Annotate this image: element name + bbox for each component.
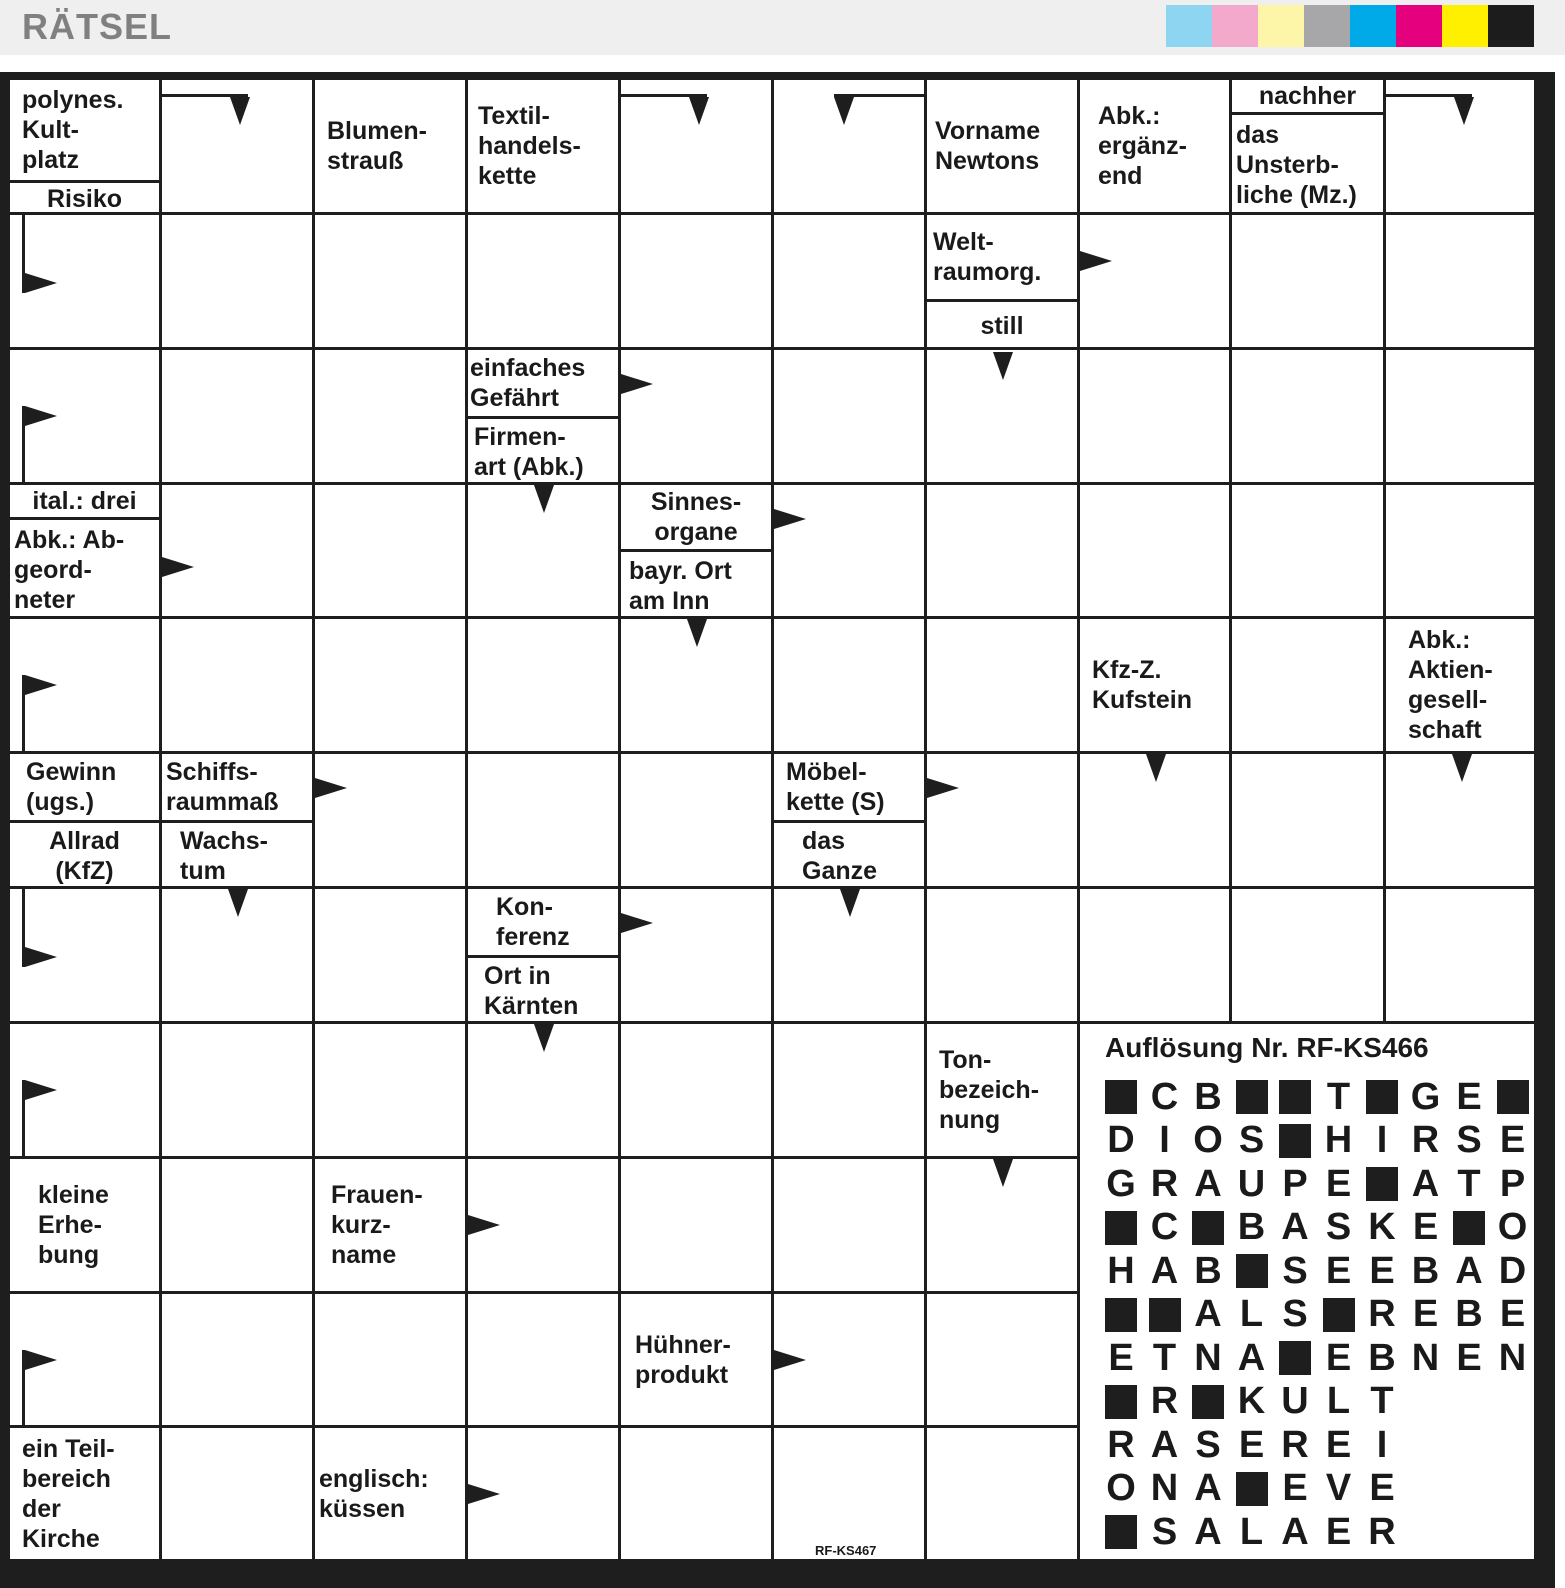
right-arrow-icon [315,778,347,798]
solution-letter: A [1281,1510,1309,1553]
grid-cell[interactable] [1386,889,1534,1021]
solution-letter: L [1239,1510,1264,1553]
down-arrow-icon [1454,97,1474,125]
solution-letter: O [1497,1206,1528,1248]
grid-cell[interactable] [774,1159,924,1291]
solution-letter: B [1194,1249,1222,1292]
solution-block [1101,1208,1141,1248]
clue-schiffsraummass: Schiffs- raummaß [166,758,279,816]
clue-wachstum: Wachs- tum [162,820,312,886]
solution-letter: R [1150,1162,1179,1205]
grid-cell[interactable] [468,1024,618,1156]
clue-abk-aktiengesellschaft: Abk.: Aktien- gesell- schaft [1408,626,1493,744]
grid-cell[interactable] [315,485,465,616]
solution-letter: L [1239,1293,1264,1335]
solution-letter: G [1106,1162,1136,1205]
grid-cell[interactable] [468,619,618,751]
grid-cell[interactable] [774,485,924,616]
grid-cell[interactable] [468,1428,618,1559]
clue-weltraumorg: Welt- raumorg. [933,228,1042,286]
grid-cell[interactable] [621,754,771,886]
grid-cell[interactable] [468,485,618,616]
grid-cell[interactable] [10,485,159,616]
swatch-magenta [1396,5,1442,47]
grid-cell[interactable] [1080,889,1229,1021]
grid-cell[interactable] [1080,619,1229,751]
solution-block [1362,1164,1402,1204]
grid-cell[interactable] [315,215,465,347]
solution-row [1105,1077,1525,1117]
solution-block [1275,1077,1315,1117]
grid-cell[interactable] [315,1294,465,1425]
solution-letter: A [1194,1162,1222,1205]
solution-block [1188,1208,1228,1248]
grid-cell[interactable] [774,1428,924,1559]
solution-letter: A [1194,1293,1222,1335]
grid-cell[interactable] [927,350,1077,482]
grid-cell[interactable] [315,619,465,751]
down-arrow-icon [687,619,707,647]
grid-cell[interactable] [621,1428,771,1559]
grid-cell[interactable] [774,215,924,347]
grid-cell[interactable] [10,1428,159,1559]
clue-nachher: nachher [1258,82,1357,110]
solution-letter: N [1411,1336,1440,1379]
right-arrow-icon [774,509,806,529]
solution-block [1101,1077,1141,1117]
solution-letter: A [1194,1467,1222,1509]
solution-block [1449,1208,1489,1248]
solution-title: Auflösung Nr. RF-KS466 [1105,1032,1429,1063]
grid-cell[interactable] [1080,80,1229,212]
down-arrow-icon [534,485,554,513]
puzzle-code: RF-KS467 [815,1543,877,1558]
grid-cell[interactable] [774,350,924,482]
grid-cell[interactable] [621,1024,771,1156]
grid-cell[interactable] [774,80,924,212]
solution-letter: B [1237,1206,1266,1248]
grid-cell[interactable] [1386,754,1534,886]
swatch-light-cyan [1166,5,1212,47]
solution-letter: B [1368,1336,1396,1379]
solution-letter: U [1281,1380,1309,1422]
solution-block [1319,1295,1359,1335]
grid-cell[interactable] [315,350,465,482]
grid-cell[interactable] [315,80,465,212]
solution-block [1275,1338,1315,1378]
grid-cell[interactable] [1386,215,1534,347]
grid-cell[interactable] [468,1294,618,1425]
solution-letter: I [1376,1119,1388,1161]
grid-cell[interactable] [10,215,159,347]
solution-block [1232,1077,1272,1117]
grid-cell[interactable] [1080,215,1229,347]
solution-letter: E [1456,1075,1482,1118]
solution-letter: E [1325,1162,1352,1205]
clue-das-ganze: das Ganze [774,820,924,886]
solution-letter: K [1368,1206,1396,1248]
down-arrow-icon [834,97,854,125]
flag-arrow-icon [25,406,57,426]
solution-block [1493,1077,1533,1117]
swatch-black [1488,5,1534,47]
grid-cell[interactable] [10,1024,159,1156]
grid-cell[interactable] [621,215,771,347]
swatch-yellow [1442,5,1488,47]
solution-letter: E [1282,1467,1308,1509]
grid-cell[interactable] [162,215,312,347]
solution-letter: A [1281,1206,1309,1248]
solution-letter: R [1107,1423,1135,1466]
swatch-light-yellow [1258,5,1304,47]
solution-letter: A [1150,1423,1179,1466]
solution-letter: I [1376,1423,1388,1466]
clue-einfaches-gefaehrt: einfaches Gefährt [470,354,586,412]
grid-cell[interactable] [1080,350,1229,482]
solution-letter: E [1369,1467,1395,1509]
solution-letter: P [1499,1162,1526,1205]
solution-letter: E [1412,1293,1439,1335]
grid-cell[interactable] [1386,350,1534,482]
clue-polynes-kultplatz: polynes. Kult- platz [22,86,124,174]
solution-letter: E [1499,1293,1526,1335]
clue-sinnesorgane: Sinnes- organe [650,488,742,546]
solution-letter: O [1106,1467,1136,1509]
clue-blumenstrauss: Blumen- strauß [327,117,427,175]
clue-tonbezeichnung: Ton- bezeich- nung [939,1046,1040,1134]
solution-row [1105,1338,1525,1378]
right-arrow-icon [621,913,653,933]
clue-das-unsterbliche: das Unsterb- liche (Mz.) [1232,112,1383,212]
grid-cell[interactable] [468,350,618,482]
solution-letter: A [1455,1249,1483,1292]
solution-letter: S [1325,1206,1352,1248]
grid-cell[interactable] [162,1428,312,1559]
solution-letter: B [1194,1075,1222,1118]
color-calibration-bar [1166,5,1534,47]
grid-cell[interactable] [315,1024,465,1156]
grid-cell[interactable] [1232,889,1383,1021]
swatch-light-magenta [1212,5,1258,47]
clue-textilhandelskette: Textil- handels- kette [478,102,581,190]
grid-cell[interactable] [1386,619,1534,751]
solution-block [1232,1251,1272,1291]
swatch-gray [1304,5,1350,47]
clue-abk-ergaenzend: Abk.: ergänz- end [1098,102,1187,190]
solution-letter: A [1150,1249,1179,1292]
solution-block [1188,1382,1228,1422]
grid-cell[interactable] [468,889,618,1021]
solution-letter: E [1108,1336,1134,1379]
solution-letter: E [1456,1336,1482,1379]
page-header [0,0,1565,55]
solution-letter: T [1152,1336,1177,1379]
grid-cell[interactable] [927,889,1077,1021]
down-arrow-icon [230,97,250,125]
grid-cell[interactable] [162,889,312,1021]
grid-cell[interactable] [774,1024,924,1156]
solution-letter: T [1457,1162,1481,1205]
grid-cell[interactable] [621,80,771,212]
right-arrow-icon [927,778,959,798]
down-arrow-icon [689,97,709,125]
solution-row [1105,1121,1525,1161]
clue-still: still [927,299,1077,347]
clue-moebelkette: Möbel- kette (S) [786,758,885,816]
grid-cell[interactable] [1080,485,1229,616]
clue-bayr-ort: bayr. Ort am Inn [621,549,771,616]
solution-row [1105,1382,1525,1422]
solution-letter: R [1368,1293,1396,1335]
solution-letter: H [1107,1249,1135,1292]
grid-cell[interactable] [927,80,1077,212]
clue-konferenz: Kon- ferenz [496,893,570,951]
grid-cell[interactable] [1386,485,1534,616]
right-arrow-icon [774,1350,806,1370]
down-arrow-icon [228,889,248,917]
grid-cell[interactable] [927,754,1077,886]
grid-cell[interactable] [774,619,924,751]
solution-letter: E [1238,1423,1265,1466]
clue-gewinn: Gewinn (ugs.) [26,758,117,816]
clue-ort-in-kaernten: Ort in Kärnten [468,955,618,1021]
solution-letter: E [1325,1249,1352,1292]
grid-cell[interactable] [10,754,159,886]
solution-letter: L [1326,1380,1351,1422]
solution-block [1232,1469,1272,1509]
grid-cell[interactable] [621,889,771,1021]
solution-letter: T [1326,1075,1351,1118]
grid-cell[interactable] [162,754,312,886]
grid-cell[interactable] [468,1159,618,1291]
grid-cell[interactable] [468,754,618,886]
solution-letter: U [1237,1162,1266,1205]
grid-cell[interactable] [621,350,771,482]
solution-letter: B [1455,1293,1483,1335]
solution-letter: N [1194,1336,1222,1379]
solution-letter: T [1370,1380,1394,1422]
down-arrow-icon [993,1159,1013,1187]
solution-block [1101,1382,1141,1422]
grid-cell[interactable] [621,1159,771,1291]
grid-cell[interactable] [1232,80,1383,212]
solution-letter: S [1151,1510,1178,1553]
grid-cell[interactable] [621,619,771,751]
grid-cell[interactable] [927,1428,1077,1559]
solution-row [1105,1164,1525,1204]
solution-block [1362,1077,1402,1117]
grid-cell[interactable] [162,485,312,616]
grid-cell[interactable] [927,215,1077,347]
solution-letter: N [1498,1336,1527,1379]
right-arrow-icon [162,557,194,577]
solution-letter: E [1412,1206,1439,1248]
solution-letter: E [1369,1249,1395,1292]
grid-cell[interactable] [468,215,618,347]
clue-risiko: Risiko [10,180,159,212]
clue-kleine-erhebung: kleine Erhe- bung [38,1181,109,1269]
grid-cell[interactable] [1232,485,1383,616]
grid-cell[interactable] [162,80,312,212]
grid-cell[interactable] [1232,350,1383,482]
clue-firmenart: Firmen- art (Abk.) [468,416,618,482]
grid-cell[interactable] [315,1159,465,1291]
grid-cell[interactable] [1080,754,1229,886]
solution-letter: S [1282,1249,1308,1292]
solution-letter: H [1324,1119,1353,1161]
down-arrow-icon [1146,754,1166,782]
flag-arrow-icon [25,1350,57,1370]
solution-letter: S [1238,1119,1265,1161]
grid-cell[interactable] [162,1294,312,1425]
grid-cell[interactable] [927,1024,1077,1156]
flag-arrow-icon [25,675,57,695]
right-arrow-icon [25,947,57,967]
clue-ital-drei: ital.: drei [32,487,137,515]
grid-cell[interactable] [1232,754,1383,886]
solution-letter: R [1411,1119,1440,1161]
solution-letter: A [1411,1162,1440,1205]
solution-letter: A [1194,1510,1222,1553]
solution-letter: I [1159,1119,1170,1161]
solution-letter: D [1498,1249,1527,1292]
grid-cell[interactable] [1232,215,1383,347]
grid-cell[interactable] [10,80,159,212]
grid-cell[interactable] [927,485,1077,616]
solution-letter: E [1325,1336,1352,1379]
solution-letter: E [1325,1510,1352,1553]
grid-cell[interactable] [162,1159,312,1291]
solution-block [1275,1121,1315,1161]
grid-cell[interactable] [10,350,159,482]
grid-cell[interactable] [315,754,465,886]
clue-allrad: Allrad (KfZ) [10,820,159,886]
solution-letter: O [1193,1119,1223,1161]
right-arrow-icon [621,374,653,394]
solution-letter: R [1150,1380,1179,1422]
grid-cell[interactable] [10,1159,159,1291]
grid-cell[interactable] [774,1294,924,1425]
solution-letter: E [1499,1119,1526,1161]
grid-cell[interactable] [927,1159,1077,1291]
solution-block [1145,1295,1185,1335]
right-arrow-icon [25,273,57,293]
grid-cell[interactable] [315,889,465,1021]
grid-cell[interactable] [315,1428,465,1559]
grid-cell[interactable] [10,619,159,751]
down-arrow-icon [993,352,1013,380]
page-title: RÄTSEL [22,6,172,47]
solution-letter: S [1456,1119,1482,1161]
grid-cell[interactable] [621,1294,771,1425]
right-arrow-icon [1080,251,1112,271]
clue-teilbereich-kirche: ein Teil- bereich der Kirche [22,1435,115,1553]
clue-englisch-kuessen: englisch: küssen [319,1465,429,1523]
down-arrow-icon [534,1024,554,1052]
solution-letter: C [1150,1206,1179,1248]
solution-letter: D [1107,1119,1135,1161]
grid-cell[interactable] [162,350,312,482]
solution-letter: B [1411,1249,1440,1292]
solution-letter: E [1325,1423,1352,1466]
grid-cell[interactable] [1232,619,1383,751]
clue-kfz-kufstein: Kfz-Z. Kufstein [1092,656,1192,714]
solution-block [1101,1512,1141,1552]
solution-letter: R [1281,1423,1309,1466]
grid-cell[interactable] [162,1024,312,1156]
clue-huehnerprodukt: Hühner- produkt [635,1331,731,1389]
solution-row [1105,1206,1528,1248]
grid-cell[interactable] [927,1294,1077,1425]
grid-cell[interactable] [162,619,312,751]
solution-letter: R [1368,1510,1396,1553]
solution-letter: A [1237,1336,1266,1379]
solution-letter: V [1325,1467,1352,1509]
clue-abk-abgeordneter: Abk.: Ab- geord- neter [10,517,159,616]
clue-vorname-newtons: Vorname Newtons [935,117,1041,175]
grid-cell[interactable] [1386,80,1534,212]
grid-cell[interactable] [621,485,771,616]
grid-cell[interactable] [10,1294,159,1425]
swatch-cyan [1350,5,1396,47]
solution-block [1101,1295,1141,1335]
grid-cell[interactable] [774,889,924,1021]
solution-row [1105,1295,1525,1335]
flag-arrow-icon [25,1080,57,1100]
down-arrow-icon [840,889,860,917]
solution-letter: S [1195,1423,1221,1466]
right-arrow-icon [468,1484,500,1504]
down-arrow-icon [1452,754,1472,782]
solution-row [1105,1425,1525,1465]
solution-letter: P [1282,1162,1308,1205]
solution-letter: S [1282,1293,1308,1335]
solution-row [1105,1251,1525,1291]
right-arrow-icon [468,1215,500,1235]
solution-letter: G [1410,1075,1441,1118]
grid-cell[interactable] [774,754,924,886]
solution-letter: C [1150,1075,1179,1118]
solution-letter: K [1237,1380,1266,1422]
solution-row [1105,1469,1525,1509]
solution-row [1105,1512,1525,1552]
grid-cell[interactable] [468,80,618,212]
clue-frauenkurzname: Frauen- kurz- name [331,1181,423,1269]
solution-letter: N [1150,1467,1179,1509]
grid-cell[interactable] [10,889,159,1021]
grid-cell[interactable] [927,619,1077,751]
